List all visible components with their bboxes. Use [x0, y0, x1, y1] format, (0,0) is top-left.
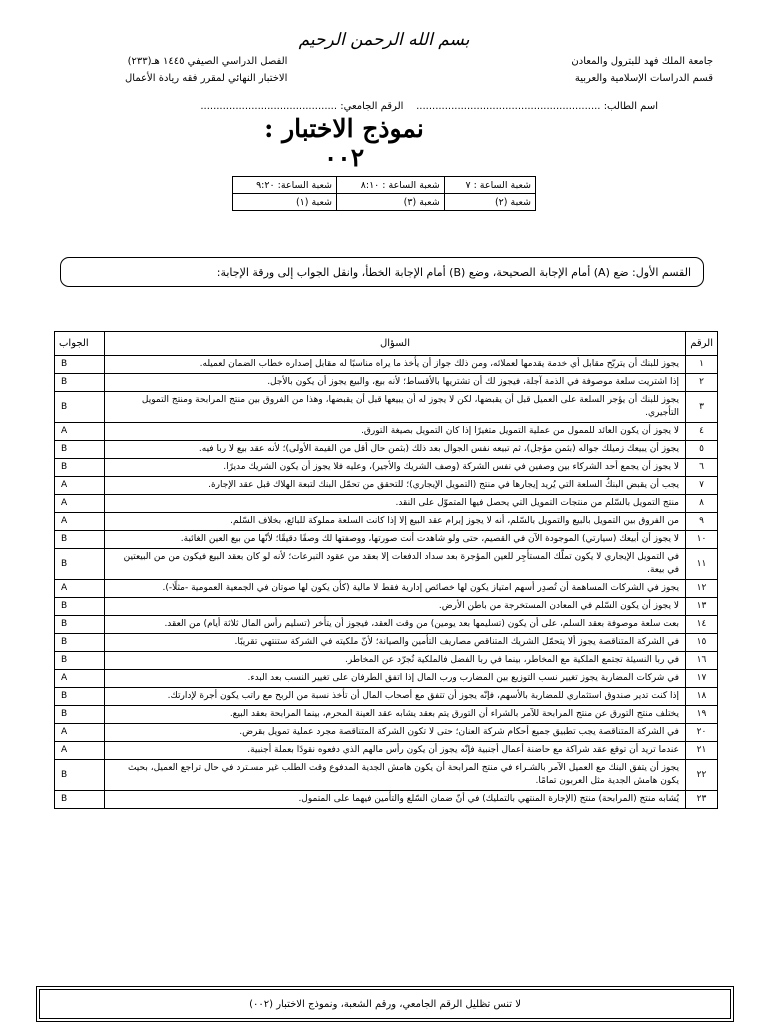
table-row	[55, 652, 718, 670]
question-number: ٢٣	[686, 791, 718, 809]
question-number: ١٥	[686, 634, 718, 652]
answer-cell: B	[55, 706, 105, 724]
table-row	[55, 616, 718, 634]
header-question: السؤال	[105, 332, 686, 356]
answer-cell: B	[55, 791, 105, 809]
question-text: لا يجوز أن يكون السّلم في المعادن المستخرجة من باطن الأرض.	[105, 598, 686, 616]
student-name-blank: ..........................................................	[416, 101, 601, 112]
section-cell: شعبة (١)	[233, 194, 337, 211]
student-info-line	[200, 101, 658, 112]
question-number: ٣	[686, 392, 718, 423]
question-number: ٩	[686, 513, 718, 531]
question-text: لا يجوز أن يجمع أحد الشركاء بين وصفين في نفس الشركة (وصف الشريك والأجير)، وعليه فلا يجوز أن يكون الشريك مديرًا.	[105, 459, 686, 477]
sections-times-row	[233, 177, 536, 194]
question-text: يُشابه منتج (المرابحة) منتج (الإجارة المنتهي بالتمليك) في أنّ ضمان السّلع والتأمين فيهما على المتمول.	[105, 791, 686, 809]
question-number: ١٤	[686, 616, 718, 634]
question-text: يجوز أن يتفق البنك مع العميل الآمر بالشـراء في منتج المرابحة أن يكون هامش الجدية المدفوع وقت الطلب غير مسـترد في حال تراجع العميل، بحيث يكون هامش الجدية مثل العربون تمامًا.	[105, 760, 686, 791]
table-row	[55, 760, 718, 791]
answer-cell: A	[55, 742, 105, 760]
section-cell: شعبة الساعة : ٧	[444, 177, 535, 194]
header-num: الرقم	[686, 332, 718, 356]
question-text: إذا اشتريت سلعة موصوفة في الذمة آجلة، فيجوز لك أن تشتريها بالأقساط؛ لأنه بيع، والبيع يجوز أن يكون بالأجل.	[105, 374, 686, 392]
table-row	[55, 688, 718, 706]
answer-cell: B	[55, 549, 105, 580]
question-number: ٧	[686, 477, 718, 495]
question-text: من الفروق بين التمويل بالبيع والتمويل بالسّلم، أنه لا يجوز إبرام عقد البيع إلا إذا كانت السلعة مملوكة للبائع، بخلاف السّلم.	[105, 513, 686, 531]
question-text: يجوز للبنك أن يتربّح مقابل أي خدمة يقدمها لعملائه، ومن ذلك جواز أن يأخذ ما يراه مناسبًا له مقابل إصداره خطاب الضمان لعميله.	[105, 356, 686, 374]
section-cell: شعبة الساعة : ٨:١٠	[337, 177, 445, 194]
table-row	[55, 459, 718, 477]
question-text: إذا كنت تدير صندوق استثماري للمضاربة بالأسهم، فإنّه يجوز أن تتفق مع أصحاب المال أن تأخذ نسبة من الربح مع راتب يكون أجرة لإدارتك.	[105, 688, 686, 706]
question-number: ١٧	[686, 670, 718, 688]
question-number: ٤	[686, 423, 718, 441]
table-row	[55, 531, 718, 549]
question-number: ٨	[686, 495, 718, 513]
table-row	[55, 791, 718, 809]
table-row	[55, 670, 718, 688]
question-number: ١	[686, 356, 718, 374]
student-id-blank: ...........................................	[200, 101, 338, 112]
table-row	[55, 634, 718, 652]
question-text: في شركات المضاربة يجوز تغيير نسب التوزيع بين المضارب ورب المال إذا اتفق الطرفان على تغيير النسب بعد البدء.	[105, 670, 686, 688]
question-number: ١٣	[686, 598, 718, 616]
sections-numbers-row	[233, 194, 536, 211]
question-number: ١٢	[686, 580, 718, 598]
answer-cell: B	[55, 356, 105, 374]
questions-table	[54, 331, 718, 809]
question-text: يجوز أن يبيعك زميلك جواله (بثمن مؤجل)، ثم تبيعه نفس الجوال بعد ذلك (بثمن حال أقل من القيمة الأولى)؛ لأنه عقد بيع لا ربا فيه.	[105, 441, 686, 459]
question-number: ٢٠	[686, 724, 718, 742]
table-row	[55, 598, 718, 616]
question-number: ٦	[686, 459, 718, 477]
questions-body	[55, 356, 718, 809]
question-text: في ربا النسيئة تجتمع الملكية مع المخاطر، بينما في ربا الفضل فالملكية تُجرّد عن المخاطر.	[105, 652, 686, 670]
answer-cell: A	[55, 477, 105, 495]
question-number: ١٨	[686, 688, 718, 706]
question-text: يجوز في الشركات المساهمة أن تُصدِر أسهم امتياز يكون لها خصائص إدارية فقط لا مالية (كأن يكون لها صوتان في الجمعية العمومية -مثلًا-).	[105, 580, 686, 598]
answer-cell: B	[55, 374, 105, 392]
question-number: ١١	[686, 549, 718, 580]
section-cell: شعبة الساعة: ٩:٢٠	[233, 177, 337, 194]
semester-line: الفصل الدراسي الصيفي ١٤٤٥ هـ(٢٣٣)	[127, 56, 288, 67]
question-text: بعت سلعة موصوفة بعقد السلم، على أن يكون (تسليمها بعد يومين) من وقت العقد، فيجوز أن يتأخر (تسليم رأس المال ثلاثة أيام) من العقد.	[105, 616, 686, 634]
question-number: ١٠	[686, 531, 718, 549]
table-row	[55, 392, 718, 423]
question-text: في التمويل الإيجاري لا يكون تملّك المستأجِر للعين المؤجرة بعد سداد الدفعات إلا بعقد من عقود التبرعات؛ لأنه لو كان بعقد البيع فيكون من من البيعتين في بيعة.	[105, 549, 686, 580]
answer-cell: B	[55, 634, 105, 652]
department-name: قسم الدراسات الإسلامية والعربية	[574, 73, 713, 84]
table-row	[55, 580, 718, 598]
question-text: في الشركة المتناقصة يجب تطبيق جميع أحكام شركة العنان؛ حتى لا تكون الشركة المتناقصة مجرد عملية تمويل بقرض.	[105, 724, 686, 742]
course-line: الاختبار النهائي لمقرر فقه ريادة الأعمال	[125, 73, 288, 84]
answer-cell: A	[55, 724, 105, 742]
question-number: ١٦	[686, 652, 718, 670]
answer-cell: B	[55, 760, 105, 791]
table-row	[55, 549, 718, 580]
section-cell: شعبة (٣)	[337, 194, 445, 211]
table-row	[55, 441, 718, 459]
header-answer: الجواب	[55, 332, 105, 356]
question-text: في الشركة المتناقصة يجوز ألا يتحمّل الشريك المتناقص مصاريف التأمين والصيانة؛ لأنّ ملكيته في الشركة ستنتهي تقريبًا.	[105, 634, 686, 652]
answer-cell: B	[55, 459, 105, 477]
footer-reminder-text: لا تنس تظليل الرقم الجامعي، ورقم الشعبة، ونموذج الاختبار (٠٠٢)	[249, 998, 521, 1010]
questions-header-row	[55, 332, 718, 356]
table-row	[55, 513, 718, 531]
answer-cell: B	[55, 688, 105, 706]
table-row	[55, 423, 718, 441]
table-row	[55, 477, 718, 495]
answer-cell: A	[55, 580, 105, 598]
answer-cell: B	[55, 598, 105, 616]
answer-cell: B	[55, 616, 105, 634]
question-number: ٢١	[686, 742, 718, 760]
university-header	[571, 53, 713, 87]
answer-cell: A	[55, 423, 105, 441]
question-text: يختلف منتج التورق عن منتج المرابحة للآمر بالشراء أن التورق يتم بعقد يشابه عقد العينة المحرم، بينما المرابحة بعقد البيع.	[105, 706, 686, 724]
table-row	[55, 724, 718, 742]
question-text: منتج التمويل بالسّلم من منتجات التمويل التي يحصل فيها المتموّل على النقد.	[105, 495, 686, 513]
question-text: لا يجوز أن يكون العائد للممول من عملية التمويل متغيرًا إذا كان التمويل بصيغة التورق.	[105, 423, 686, 441]
section-cell: شعبة (٢)	[444, 194, 535, 211]
question-text: يجب أن يقبض البنكُ السلعة التي يُريد إيجارها في منتج (التمويل الإيجاري)؛ للتحقق من تحمّل البنك لتبعة الهلاك قبل عقد الإجارة.	[105, 477, 686, 495]
section-instruction-box	[60, 257, 704, 287]
footer-reminder-box	[36, 986, 734, 1022]
question-text: لا يجوز أن أبيعك (سيارتي) الموجودة الآن في القصيم، حتى ولو شاهدت أنت صورتها، ووصفتها لك وصفًا دقيقًا؛ لأنّها من بيع العين الغائبة.	[105, 531, 686, 549]
question-text: عندما تريد أن توقع عقد شراكة مع حاضنة أعمال أجنبية فإنّه يجوز أن يكون رأس مالهم الذي دفعوه نقودًا بعملة أجنبية.	[105, 742, 686, 760]
table-row	[55, 356, 718, 374]
basmala-calligraphy: بسم الله الرحمن الرحيم	[298, 30, 470, 50]
student-name-label: اسم الطالب:	[603, 101, 658, 112]
section-instruction-text: القسم الأول: ضع (A) أمام الإجابة الصحيحة، وضع (B) أمام الإجابة الخطأ، وانقل الجواب إلى ورقة الإجابة:	[216, 265, 691, 279]
answer-cell: B	[55, 652, 105, 670]
table-row	[55, 495, 718, 513]
question-number: ٢٢	[686, 760, 718, 791]
question-number: ١٩	[686, 706, 718, 724]
exam-header	[125, 53, 287, 87]
table-row	[55, 706, 718, 724]
answer-cell: A	[55, 495, 105, 513]
answer-cell: B	[55, 441, 105, 459]
question-text: يجوز للبنك أن يؤجر السلعة على العميل قبل أن يقبضها، لكن لا يجوز له أن يبيعها قبل أن يقبضها، وهذا من الفروق بين منتج المرابحة ومنتج التمويل التأجيري.	[105, 392, 686, 423]
answer-cell: A	[55, 670, 105, 688]
answer-cell: B	[55, 392, 105, 423]
university-name: جامعة الملك فهد للبترول والمعادن	[571, 56, 713, 67]
student-id-label: الرقم الجامعي:	[340, 101, 404, 112]
table-row	[55, 374, 718, 392]
exam-model-title: نموذج الاختبار : ٠٠٢	[264, 114, 424, 172]
footer-inner-frame	[39, 989, 731, 1019]
question-number: ٥	[686, 441, 718, 459]
answer-cell: A	[55, 513, 105, 531]
sections-table	[232, 176, 536, 211]
answer-cell: B	[55, 531, 105, 549]
question-number: ٢	[686, 374, 718, 392]
table-row	[55, 742, 718, 760]
